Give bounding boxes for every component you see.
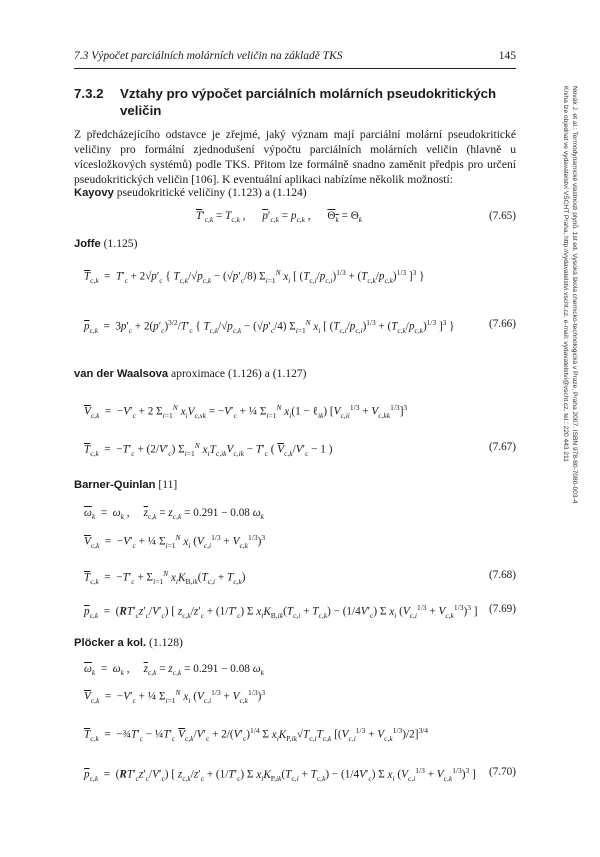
- equation-joffe-p: $\overline{p}_{c,k} = 3p'_c + 2(p'_c)^{3/2}/T'_c$ { $T_{c,k}/√p_{c,k} - (√p'_c/4)$ $\Sigma_{i=1}^N$ $x_i$ [ $(T_{c,i}/p_{c,i})^{1/3} + (T_{c,k}/p_{c,k})^{1/3}$ ]$^3$ }: [84, 318, 455, 335]
- intro-paragraph: Z předcházejícího odstavce je zřejmé, jaký význam mají parciální molární pseudokritické veličiny pro formální zjednodušení výpočtu parciálních molárních veličin (hlavně u vícesložkových systémů) podle TKS. Přitom lze formálně snadno zaměnit předpis pro určení pseudokritických veličin [106]. K eventuální aplikaci nabízíme několik možností:: [74, 128, 516, 186]
- equation-barner-p: $\overline{p}_{c,k} = (RT'_cz'_c/V'_c)$ [ $z_{c,k}/z'_c + (1/T'_c)$ Σ $x_iK_{B,ik}(T_{c,i} + T_{c,k}) - (1/4V'_c)$ Σ $x_i$ $(V_{c,i}^{1/3} + V_{c,k}^{1/3})^3$ ]: [84, 603, 478, 620]
- equation-vdw-V: $\overline{V}_{c,k} = -V'_c + 2$ $\Sigma_{i=1}^N$ $x_iV_{c,sk} = -V'_c$ + ¼ $\Sigma_{i=1}^N$ $x_i(1$ − ℓ$_{ik}$) $[V_{c,ii}^{1/3} + V_{c,kk}^{1/3}]^3$: [84, 403, 408, 420]
- equation-number: (7.67): [488, 441, 516, 453]
- equation-number: (7.70): [488, 766, 516, 778]
- equation-number: (7.68): [488, 569, 516, 581]
- method-label-plocker: Plöcker a kol. (1.128): [74, 636, 183, 649]
- side-note-line-1: Novák J. et al.: Termodynamické vlastnosti plynů. 1st ed. Vysoká škola chemicko-technologická v Praze, Praha 2007. ISBN 978-80-7080-003-4: [571, 86, 578, 504]
- method-label-kay: Kayovy pseudokritické veličiny (1.123) a (1.124): [74, 186, 307, 199]
- section-title: Vztahy pro výpočet parciálních molárních pseudokritických veličin: [120, 86, 497, 118]
- running-head-title: 7.3 Výpočet parciálních molárních veličin na základě TKS: [74, 50, 343, 62]
- equation-barner-T: $\overline{T}_{c,k} = -T'_c + \Sigma_{i=1}^N$ $x_iK_{B,ik}(T_{c,i} + T_{c,k})$: [84, 569, 246, 586]
- equation-vdw-T: $\overline{T}_{c,k} = -T'_c + (2/V'_c)$ $\Sigma_{i=1}^N$ $x_iT_{c,ik}V_{c,ik} - T'_c$ ( $\overline{V}_{c,k}/V'_c - 1$ ): [84, 441, 333, 458]
- method-label-joffe: Joffe (1.125): [74, 237, 138, 250]
- equation-plocker-T: $\overline{T}_{c,k}$ = $-\frac{3}{4}T'_c$ − $\frac{1}{4}T'_c$ $\overline{V}_{c,k}/V'_c + 2/(V'_c)^{1/4}$ Σ $x_iK_{P,ik}√T_{c,i}T_{c,k}$ $[(V_{c,i}^{1/3} + V_{c,k}^{1/3})/2]^{3/4}$: [84, 726, 429, 743]
- page-number: 145: [498, 50, 516, 62]
- equation-number: (7.65): [488, 210, 516, 222]
- equation-kay: $\overline{T}'_{c,k} = T_{c,k}$ , $\overline{p}'_{c,k} = p_{c,k}$ , $\Theta_k = \Theta_k$: [196, 210, 363, 225]
- section-number: 7.3.2: [74, 86, 104, 101]
- equation-number: (7.69): [488, 603, 516, 615]
- equation-barner-omega: $\overline{\omega}_k = \omega_k$ , $\overline{z}_{c,k} = z_{c,k} = 0.291 - 0.08$ $\omega_k$: [84, 507, 264, 522]
- copyright-side-note: [561, 86, 579, 786]
- method-label-vdw: van der Waalsova aproximace (1.126) a (1.127): [74, 367, 307, 380]
- equation-plocker-p: $\overline{p}_{c,k} = (RT'_cz'_c/V'_c)$ [ $z_{c,k}/z'_c + (1/T'_c)$ Σ $x_iK_{P,ik}(T_{c,i} + T_{c,k}) - (1/4V'_c)$ Σ $x_i$ $(V_{c,i}^{1/3} + V_{c,k}^{1/3})^3$ ]: [84, 766, 476, 783]
- equation-plocker-V: $\overline{V}_{c,k} = -V'_c$ + ¼ $\Sigma_{i=1}^N$ $x_i$ $(V_{c,i}^{1/3} + V_{c,k}^{1/3})^3$: [84, 688, 266, 705]
- running-head: [74, 50, 516, 69]
- equation-joffe-T: $\overline{T}_{c,k} = T'_c + 2√p'_c$ { $T_{c,k}/√p_{c,k} - (√p'_c/8)$ $\Sigma_{i=1}^N$ $x_i$ [ $(T_{c,i}/p_{c,i})^{1/3} + (T_{c,k}/p_{c,k})^{1/3}$ ]$^3$ }: [84, 268, 425, 285]
- method-label-barner: Barner-Quinlan [11]: [74, 478, 178, 491]
- equation-plocker-omega: $\overline{\omega}_k = \omega_k$ , $\overline{z}_{c,k} = z_{c,k} = 0.291 - 0.08$ $\omega_k$: [84, 663, 264, 678]
- equation-number: (7.66): [488, 318, 516, 330]
- side-note-line-2: Kniha lze objednat ve vydavatelství VŠCHT Praha, http://vydavatelstvi.vscht.cz, e-mail: vydavatelstvi@vscht.cz, tel.: 220 443 211: [562, 86, 569, 462]
- equation-barner-V: $\overline{V}_{c,k} = -V'_c$ + ¼ $\Sigma_{i=1}^N$ $x_i$ $(V_{c,i}^{1/3} + V_{c,k}^{1/3})^3$: [84, 533, 266, 550]
- section-heading: [74, 85, 516, 119]
